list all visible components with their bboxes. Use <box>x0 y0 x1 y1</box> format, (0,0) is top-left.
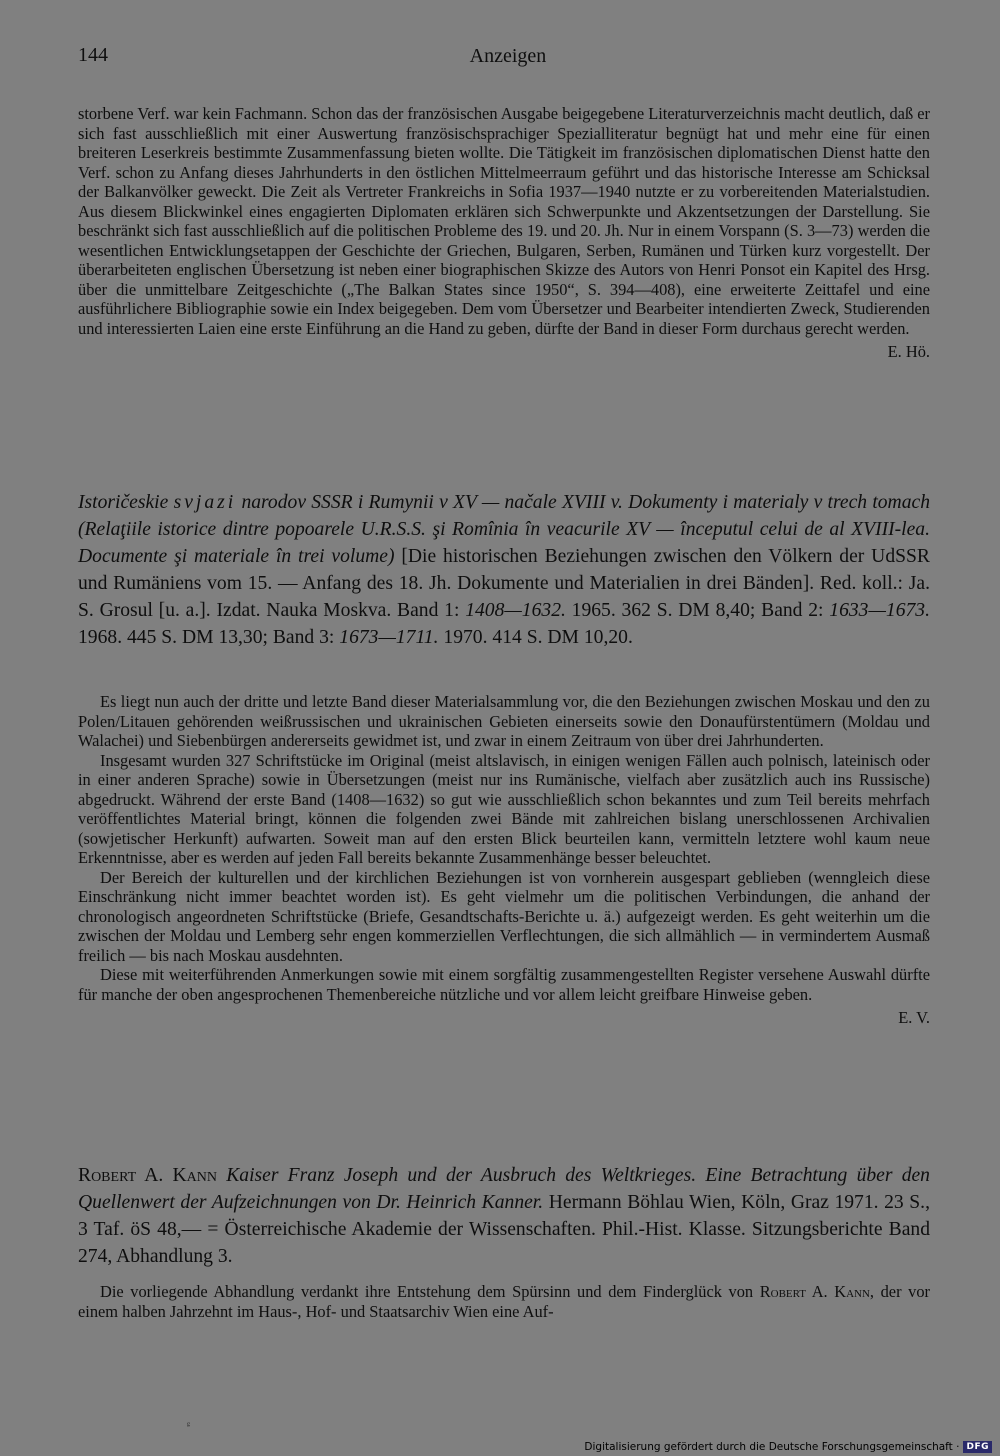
review-3-p1-author: Robert A. Kann <box>759 1282 870 1301</box>
review-3-citation <box>78 1162 930 1270</box>
review-1-signature: E. Hö. <box>887 342 930 361</box>
review-2-paragraph-1: Es liegt nun auch der dritte und letzte Band dieser Materialsammlung vor, die den Beziehungen zwischen Moskau und den zu Polen/Litauen gehörenden weißrussischen und ukrainischen Gebieten einerseits sowie den Donaufürstentümern (Moldau und Walachei) und Siebenbürgen andererseits gewidmet ist, und zwar in einem Zeitraum von über drei Jahrhunderten. <box>78 692 930 750</box>
page-header <box>78 44 938 74</box>
marginal-mark: ᵍ <box>187 1420 191 1431</box>
review-3-p1-a: Die vorliegende Abhandlung verdankt ihre Entstehung dem Spürsinn und dem Finderglück von <box>100 1282 760 1301</box>
review-3-details: Hermann Böhlau Wien, Köln, Graz 1971. 23 S., 3 Taf. öS 48,— = Österreichische Akademie der Wissenschaften. Phil.-Hist. Klasse. Sitzungsberichte Band 274, Abhandlung 3. <box>78 1192 930 1267</box>
review-2-paragraph-3: Der Bereich der kulturellen und der kirchlichen Beziehungen ist von vornherein ausgespart geblieben (wenngleich diese Einschränkung nicht immer beachtet worden ist). Es geht vielmehr um die politischen Verbindungen, die anhand der chronologisch angeordneten Schriftstücke (Briefe, Gesandtschafts-Berichte u. ä.) aufgezeigt werden. Es geht weiterhin um die zwischen der Moldau und Lemberg sehr engen kommerziellen Verflechtungen, die sich allmählich — in vermindertem Ausmaß freilich — bis nach Moskau ausdehnten. <box>78 867 930 965</box>
review-2-title-a: Istoričeskie <box>78 492 174 513</box>
review-2-signature: E. V. <box>898 1008 930 1027</box>
review-2-desc-3: 1968. 445 S. DM 13,30; Band 3: <box>78 627 340 648</box>
review-2-paragraph-2: Insgesamt wurden 327 Schriftstücke im Original (meist altslavisch, in einigen wenigen Fällen auch polnisch, lateinisch oder in einer anderen Sprache) sowie in Übersetzungen (meist nur ins Rumänische, vielfach aber zusätzlich auch ins Russische) abgedruckt. Während der erste Band (1408—1632) so gut wie ausschließlich schon bekanntes und zum Teil bereits mehrfach veröffentlichtes Material bringt, können die folgenden zwei Bände mit zahlreichen bislang unerschlossenen Archivalien (sowjetischer Herkunft) aufwarten. Soweit man auf den ersten Blick beurteilen kann, vermitteln letztere wohl kaum neue Erkenntnisse, aber es werden auf jeden Fall bereits bekannte Zusammenhänge besser beleuchtet. <box>78 750 930 867</box>
review-3-body <box>78 1282 930 1321</box>
review-1 <box>78 104 930 362</box>
review-2-body <box>78 692 930 1028</box>
review-1-paragraph: storbene Verf. war kein Fachmann. Schon das der französischen Ausgabe beigegebene Literaturverzeichnis macht deutlich, daß er sich fast ausschließlich mit einer Auswertung französischsprachiger Spezialliteratur begnügt hat und mehr eine für einen breiteren Leserkreis bestimmte Zusammenfassung bieten wollte. Die Tätigkeit im französischen diplomatischen Dienst hatte den Verf. schon zu Anfang dieses Jahrhunderts in den östlichen Mittelmeerraum geführt und das historische Interesse am Schicksal der Balkanvölker geweckt. Die Zeit als Vertreter Frankreichs in Sofia 1937—1940 nutzte er zu vorbereitenden Materialstudien. Aus diesem Blickwinkel eines engagierten Diplomaten erklären sich Schwerpunkte und Akzentsetzungen der Darstellung. Sie beschränkt sich fast ausschließlich auf die politischen Probleme des 19. und 20. Jh. Nur in einem Vorspann (S. 3—73) werden die wesentlichen Entwicklungsetappen der Geschichte der Griechen, Bulgaren, Serben, Rumänen und Türken kurz vorgestellt. Der überarbeiteten englischen Übersetzung ist neben einer biographischen Skizze des Autors von Henri Ponsot ein Kapitel des Hrsg. über die unmittelbare Zeitgeschichte („The Balkan States since 1950“, S. 394—408), eine erweiterte Zeittafel und eine ausführlichere Bibliographie sowie ein Index beigegeben. Dem vom Übersetzer und Bearbeiter intendierten Zweck, Studierenden und interessierten Laien eine erste Einführung an die Hand zu geben, dürfte der Band in dieser Form durchaus gerecht werden. <box>78 104 930 338</box>
review-2-vol3: 1673—1711. <box>339 627 439 648</box>
review-2-vol1: 1408—1632. <box>465 600 566 621</box>
review-2-title-spaced: svjazi <box>173 492 237 513</box>
footer-text: Digitalisierung gefördert durch die Deutsche Forschungsgemeinschaft · <box>584 1441 960 1453</box>
review-2-desc-2: 1965. 362 S. DM 8,40; Band 2: <box>565 600 830 621</box>
review-3-paragraph-1 <box>78 1282 930 1321</box>
review-3-p1-b: , der vor einem halben Jahrzehnt im Haus-, Hof- und Staatsarchiv Wien eine Auf- <box>78 1282 930 1321</box>
review-2-vol2: 1633—1673. <box>829 600 930 621</box>
review-2-desc-1: [Die historischen Beziehungen zwischen den Völkern der UdSSR und Rumäniens vom 15. — Anfang des 18. Jh. Dokumente und Materialien in drei Bänden]. Red. koll.: Ja. S. Grosul [u. a.]. Izdat. Nauka Moskva. Band 1: <box>78 546 930 621</box>
digitization-footer <box>584 1441 992 1453</box>
review-2-paragraph-4: Diese mit weiterführenden Anmerkungen sowie mit einem sorgfältig zusammengestellten Register versehene Auswahl dürfte für manche der oben angesprochenen Themenbereiche nützliche und vor allem leicht greifbare Hinweise geben. <box>78 965 930 1004</box>
review-2-title-b: narodov SSSR i Rumynii v XV — načale XVIII v. Dokumenty i materialy v trech tomach (Relaţiile istorice dintre popoarele U.R.S.S. şi Romînia în veacurile XV — începutul celui de al XVIII-lea. Documente şi materiale în trei volume) <box>78 492 930 567</box>
page-number: 144 <box>78 44 108 66</box>
review-3-title: Kaiser Franz Joseph und der Ausbruch des Weltkrieges. Eine Betrachtung über den Quellenwert der Aufzeichnungen von Dr. Heinrich Kanner. <box>78 1165 930 1213</box>
dfg-logo: DFG <box>963 1441 992 1453</box>
review-3-author: Robert A. Kann <box>78 1165 217 1186</box>
review-2-desc-4: 1970. 414 S. DM 10,20. <box>438 627 633 648</box>
running-title: Anzeigen <box>469 45 547 67</box>
review-2-citation <box>78 489 930 651</box>
